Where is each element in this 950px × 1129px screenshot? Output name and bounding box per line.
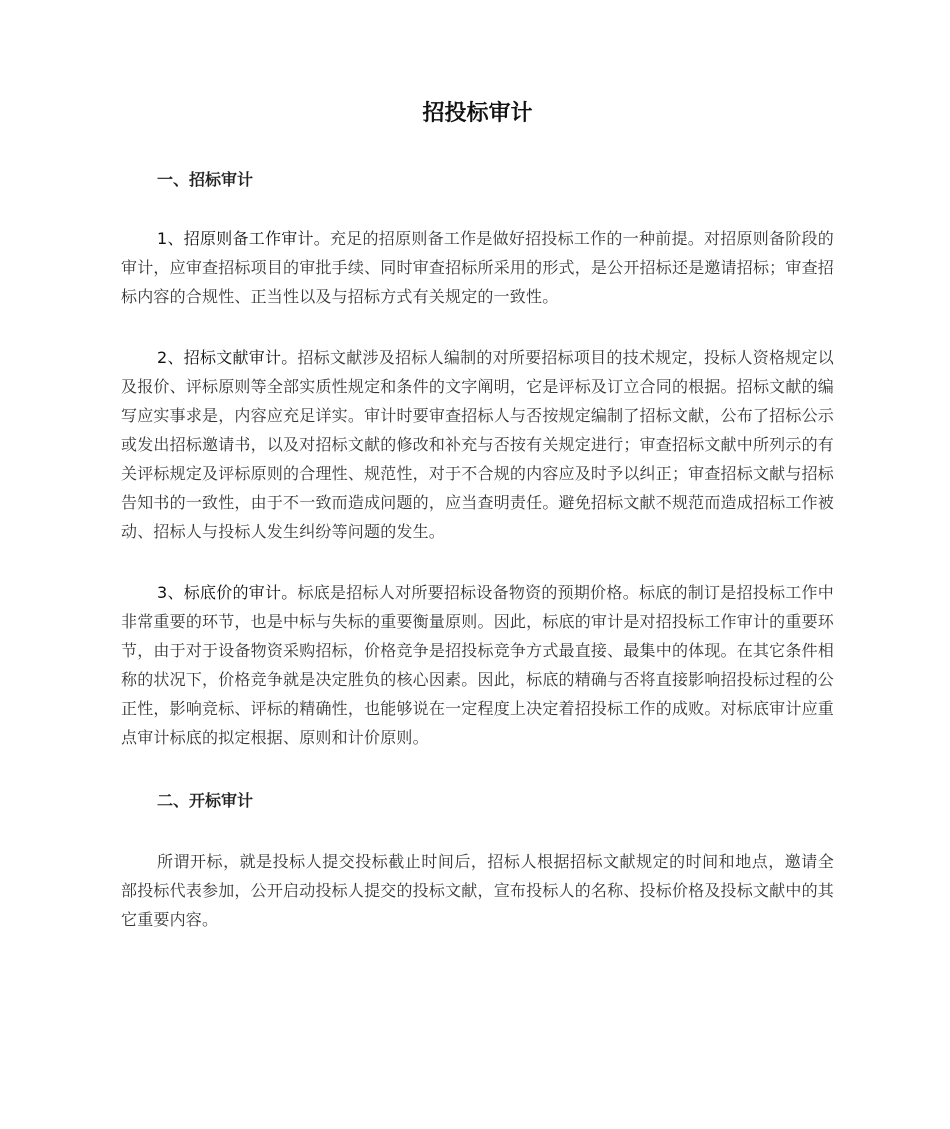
paragraph-preparation-audit [121, 224, 834, 311]
paragraph-body: 招标文献涉及招标人编制的对所要招标项目的技术规定，投标人资格规定以及报价、评标原则等全部实质性规定和条件的文字阐明，它是评标及订立合同的根据。招标文献的编写应实事求是，内容应充足详实。审计时要审查招标人与否按规定编制了招标文献，公布了招标公示或发出招标邀请书，以及对招标文献的修改和补充与否按有关规定进行；审查招标文献中所列示的有关评标规定及评标原则的合理性、规范性，对于不合规的内容应及时予以纠正；审查招标文献与招标告知书的一致性，由于不一致而造成问题的，应当查明责任。避免招标文献不规范而造成招标工作被动、招标人与投标人发生纠纷等问题的发生。 [121, 348, 834, 541]
paragraph-lead: 3、标底价的审计。 [157, 583, 298, 602]
paragraph-body: 标底是招标人对所要招标设备物资的预期价格。标底的制订是招投标工作中非常重要的环节，也是中标与失标的重要衡量原则。因此，标底的审计是对招投标工作审计的重要环节，由于对于设备物资采购招标，价格竞争是招投标竞争方式最直接、最集中的体现。在其它条件相称的状况下，价格竞争就是决定胜负的核心因素。因此，标底的精确与否将直接影响招投标过程的公正性，影响竞标、评标的精确性，也能够说在一定程度上决定着招投标工作的成败。对标底审计应重点审计标底的拟定根据、原则和计价原则。 [121, 583, 834, 747]
document-title: 招投标审计 [422, 101, 533, 126]
section-heading-bid-opening-audit: 二、开标审计 [157, 791, 254, 810]
section-heading-bidding-audit: 一、招标审计 [157, 170, 254, 189]
paragraph-body: 所谓开标，就是投标人提交投标截止时间后，招标人根据招标文献规定的时间和地点，邀请全部投标代表参加，公开启动投标人提交的投标文献，宣布投标人的名称、投标价格及投标文献中的其它重要内容。 [121, 852, 834, 929]
paragraph-lead: 2、招标文献审计。 [157, 348, 298, 367]
paragraph-base-price-audit [121, 578, 834, 752]
paragraph-tender-documents-audit [121, 343, 834, 546]
paragraph-body: 充足的招原则备工作是做好招投标工作的一种前提。对招原则备阶段的审计，应审查招标项目的审批手续、同时审查招标所采用的形式，是公开招标还是邀请招标；审查招标内容的合规性、正当性以及与招标方式有关规定的一致性。 [121, 229, 834, 306]
paragraph-bid-opening-definition [121, 847, 834, 934]
paragraph-lead: 1、招原则备工作审计。 [157, 229, 331, 248]
document-page [121, 96, 834, 934]
